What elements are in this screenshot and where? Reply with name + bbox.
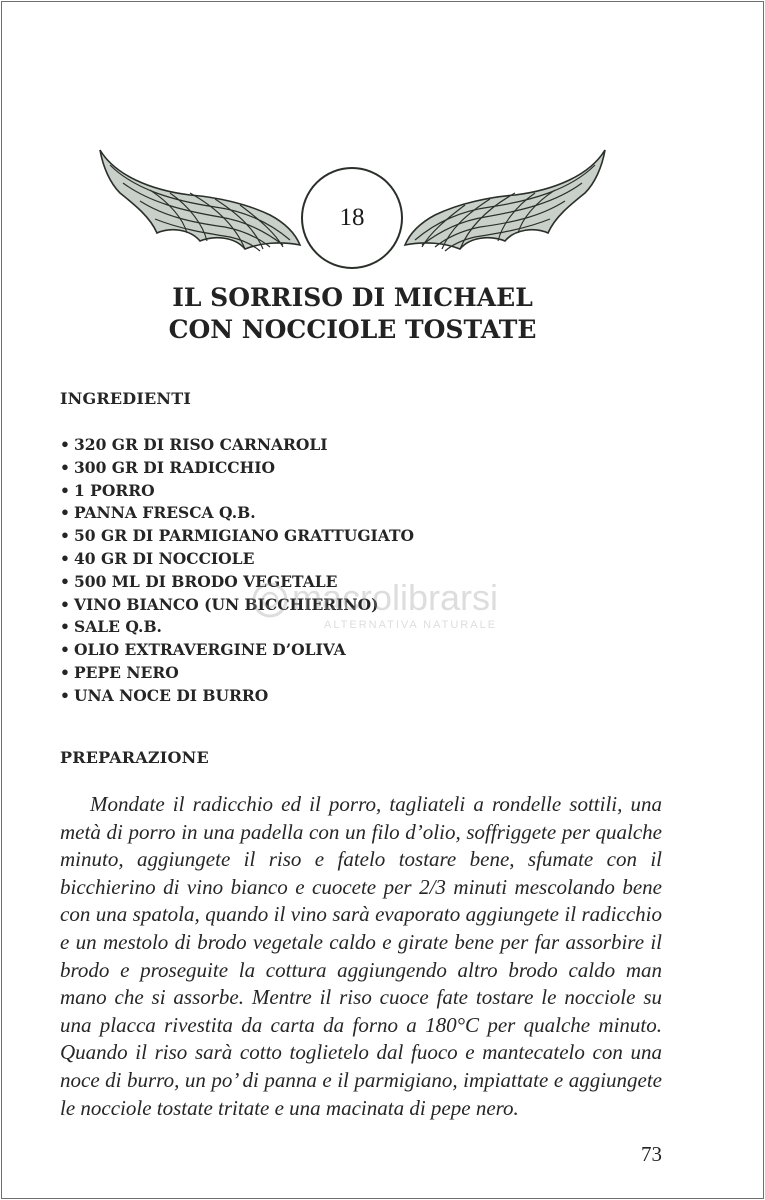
ingredient-item: • SALE Q.B. <box>60 616 414 639</box>
left-wing-icon <box>100 150 300 251</box>
watermark-tagline: ALTERNATIVA NATURALE <box>324 619 498 631</box>
ingredient-item: • PEPE NERO <box>60 662 414 685</box>
ingredient-item: • 320 GR DI RISO CARNAROLI <box>60 434 414 457</box>
ingredient-item: • 1 PORRO <box>60 480 414 503</box>
bullet-icon: • <box>60 503 70 523</box>
bullet-icon: • <box>60 526 70 546</box>
ingredient-item: • OLIO EXTRAVERGINE D’OLIVA <box>60 639 414 662</box>
ingredient-item: • VINO BIANCO (UN BICCHIERINO) <box>60 594 414 617</box>
macrolibrarsi-watermark <box>250 570 540 640</box>
chapter-number: 18 <box>339 204 365 231</box>
ingredient-item: • UNA NOCE DI BURRO <box>60 685 414 708</box>
bullet-icon: • <box>60 435 70 454</box>
preparation-text: Mondate il radicchio ed il porro, tagliateli a rondelle sottili, una metà di porro in una padella con un filo d’olio, soffriggete per qualche minuto, aggiungete il riso e fatelo tostare bene, sfumate con il bicchierino di vino bianco e cuocete per 2/3 minuti mescolando bene con una spatola, quando il vino sarà evaporato aggiungete il radicchio e un mestolo di brodo vegetale caldo e girate bene per far assorbire il brodo e proseguite la cottura aggiungendo altro brodo caldo man mano che si assorbe. Mentre il riso cuoce fate tostare le nocciole su una placca rivestita da carta da forno a 180°C per qualche minuto. Quando il riso sarà cotto toglietelo dal fuoco e mantecatelo con una noce di burro, un po’ di panna e il parmigiano, impiattate e aggiungete le nocciole tostate tritate e una macinata di pepe nero. <box>60 792 662 1120</box>
bullet-icon: • <box>60 662 70 682</box>
bullet-icon: • <box>60 617 70 637</box>
watermark-brand: macrolibrarsi <box>292 577 499 618</box>
ingredient-item: • 300 GR DI RADICCHIO <box>60 457 414 480</box>
ingredient-item: • 500 ML DI BRODO VEGETALE <box>60 571 414 594</box>
bullet-icon: • <box>60 594 70 614</box>
preparation-heading: PREPARAZIONE <box>60 748 209 767</box>
page-number: 73 <box>641 1142 662 1166</box>
ingredients-heading: INGREDIENTI <box>60 389 192 408</box>
right-wing-icon <box>405 150 605 251</box>
bullet-icon: • <box>60 548 70 568</box>
title-line-1: IL SORRISO DI MICHAEL <box>172 283 533 312</box>
ingredient-item: • 50 GR DI PARMIGIANO GRATTUGIATO <box>60 525 414 548</box>
bullet-icon: • <box>60 457 70 477</box>
watermark-logo-icon <box>254 584 286 616</box>
ingredient-item: • PANNA FRESCA Q.B. <box>60 502 414 525</box>
bullet-icon: • <box>60 571 70 591</box>
title-line-2: CON NOCCIOLE TOSTATE <box>168 315 537 344</box>
recipe-title <box>0 282 705 346</box>
bullet-icon: • <box>60 640 70 660</box>
ingredient-item: • 40 GR DI NOCCIOLE <box>60 548 414 571</box>
bullet-icon: • <box>60 685 70 705</box>
bullet-icon: • <box>60 480 70 500</box>
